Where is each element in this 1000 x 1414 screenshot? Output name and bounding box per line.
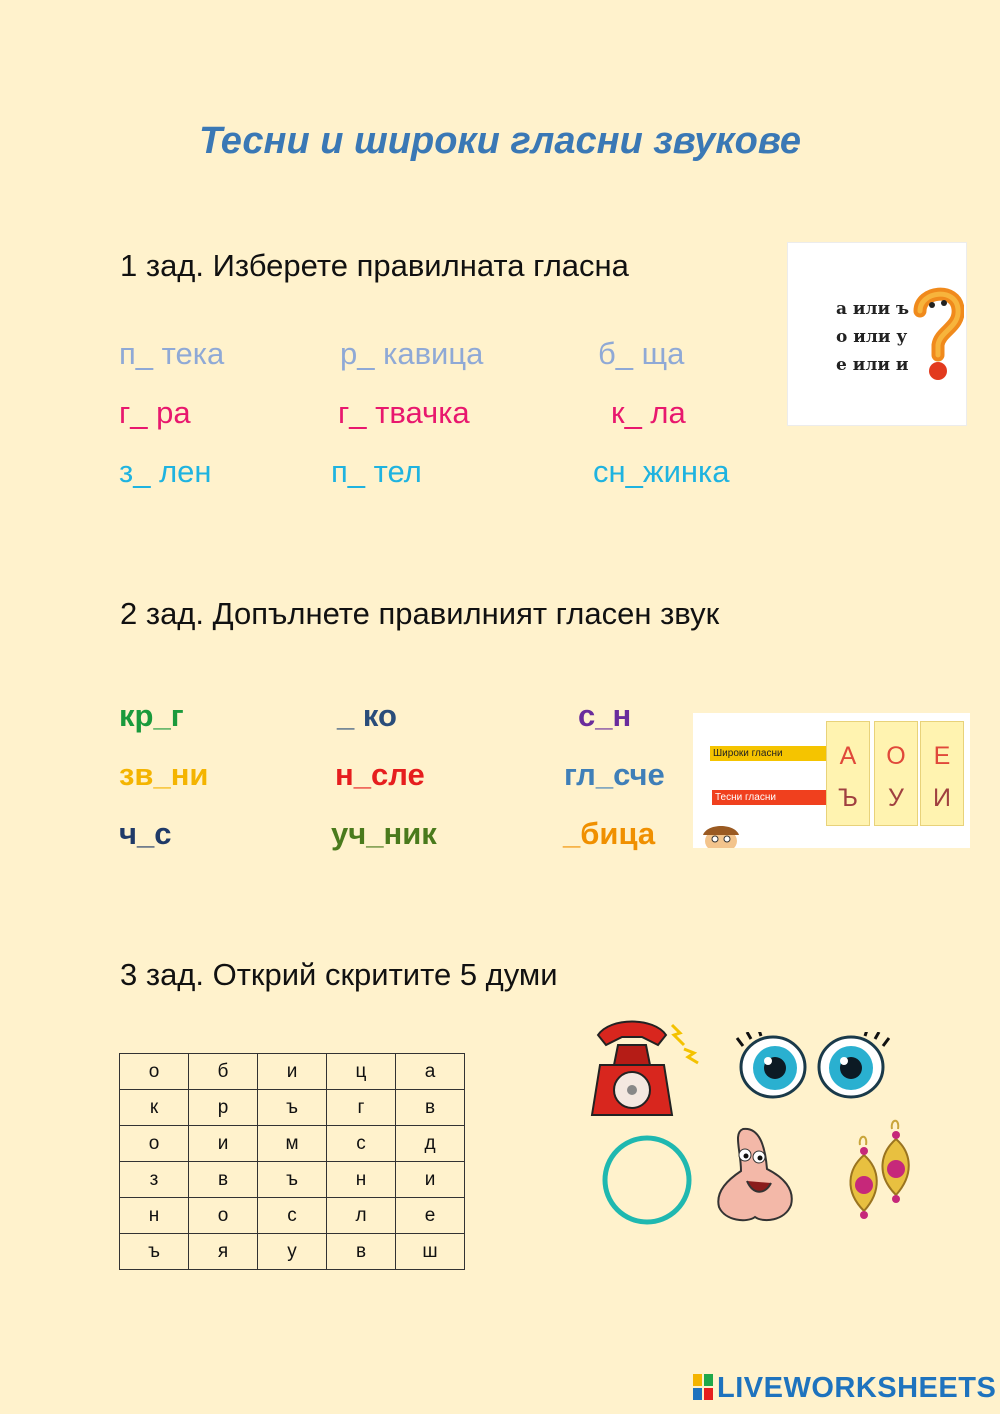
task2-word: _бица [563, 816, 656, 851]
vowel-choice-image [787, 242, 967, 426]
task1-word: г_ ра [119, 395, 191, 430]
task2-heading: 2 зад. Допълнете правилният гласен звук [120, 596, 720, 631]
grid-cell[interactable]: и [396, 1162, 465, 1198]
grid-cell[interactable]: ц [327, 1054, 396, 1090]
grid-cell[interactable]: р [189, 1090, 258, 1126]
grid-cell[interactable]: а [396, 1054, 465, 1090]
grid-cell[interactable]: с [258, 1198, 327, 1234]
grid-row [120, 1198, 465, 1234]
grid-cell[interactable]: н [120, 1198, 189, 1234]
card-top-letter: А [839, 742, 857, 770]
task3-heading: 3 зад. Открий скритите 5 думи [120, 957, 558, 992]
eyes-icon [735, 1032, 890, 1102]
task1-word: сн_жинка [593, 454, 730, 489]
task1-word: р_ кавица [340, 336, 484, 371]
card-top-letter: О [886, 742, 906, 770]
task1-word: к_ ла [611, 395, 686, 430]
grid-cell[interactable]: б [189, 1054, 258, 1090]
grid-row [120, 1162, 465, 1198]
task2-word: ч_с [119, 816, 172, 851]
task1-heading: 1 зад. Изберете правилната гласна [120, 248, 629, 283]
image-line: а или ъ [836, 299, 910, 319]
grid-cell[interactable]: з [120, 1162, 189, 1198]
grid-cell[interactable]: о [120, 1054, 189, 1090]
grid-cell[interactable]: н [327, 1162, 396, 1198]
grid-cell[interactable]: и [189, 1126, 258, 1162]
task2-word: гл_сче [564, 757, 665, 792]
card-bottom-letter: Ъ [838, 784, 858, 812]
grid-row [120, 1090, 465, 1126]
grid-row [120, 1054, 465, 1090]
grid-cell[interactable]: и [258, 1054, 327, 1090]
earrings-icon [838, 1115, 923, 1227]
word-search-grid [119, 1053, 465, 1270]
wide-vowels-label: Широки гласни [710, 746, 826, 761]
task2-word: зв_ни [119, 757, 209, 792]
grid-cell[interactable]: м [258, 1126, 327, 1162]
task1-word: п_ тека [119, 336, 225, 371]
vowel-card [920, 721, 964, 826]
task2-word: с_н [578, 698, 632, 733]
telephone-icon [580, 1015, 702, 1120]
grid-cell[interactable]: о [120, 1126, 189, 1162]
grid-cell[interactable]: г [327, 1090, 396, 1126]
task1-word: г_ твачка [338, 395, 470, 430]
cartoon-character-icon [697, 821, 745, 848]
grid-cell[interactable]: в [396, 1090, 465, 1126]
image-line: о или у [836, 327, 908, 347]
grid-cell[interactable]: к [120, 1090, 189, 1126]
grid-cell[interactable]: ш [396, 1234, 465, 1270]
task1-word: з_ лен [119, 454, 212, 489]
grid-cell[interactable]: я [189, 1234, 258, 1270]
grid-cell[interactable]: ъ [258, 1090, 327, 1126]
vowel-cards-image [693, 713, 970, 848]
task2-word: кр_г [119, 698, 184, 733]
vowel-card [874, 721, 918, 826]
logo-text: LIVEWORKSHEETS [717, 1372, 997, 1404]
grid-cell[interactable]: л [327, 1198, 396, 1234]
grid-cell[interactable]: в [327, 1234, 396, 1270]
grid-cell[interactable]: д [396, 1126, 465, 1162]
page-title: Тесни и широки гласни звукове [199, 120, 801, 162]
grid-row [120, 1126, 465, 1162]
task2-word: уч_ник [331, 816, 437, 851]
task2-word: н_сле [335, 757, 425, 792]
image-line: е или и [836, 355, 909, 375]
grid-cell[interactable]: ъ [258, 1162, 327, 1198]
card-bottom-letter: И [933, 784, 951, 812]
grid-cell[interactable]: у [258, 1234, 327, 1270]
card-top-letter: Е [933, 742, 951, 770]
liveworksheets-logo [693, 1372, 996, 1405]
ring-icon [600, 1133, 695, 1228]
narrow-vowels-label: Тесни гласни [712, 790, 826, 805]
grid-row [120, 1234, 465, 1270]
grid-cell[interactable]: о [189, 1198, 258, 1234]
card-bottom-letter: У [888, 784, 904, 812]
grid-cell[interactable]: с [327, 1126, 396, 1162]
grid-cell[interactable]: е [396, 1198, 465, 1234]
logo-icon [693, 1374, 713, 1400]
task2-word: _ ко [337, 698, 397, 733]
task1-word: п_ тел [331, 454, 422, 489]
nose-icon [713, 1125, 798, 1227]
question-mark-icon [912, 283, 964, 385]
grid-cell[interactable]: ъ [120, 1234, 189, 1270]
task1-word: б_ ща [598, 336, 685, 371]
grid-cell[interactable]: в [189, 1162, 258, 1198]
vowel-card [826, 721, 870, 826]
